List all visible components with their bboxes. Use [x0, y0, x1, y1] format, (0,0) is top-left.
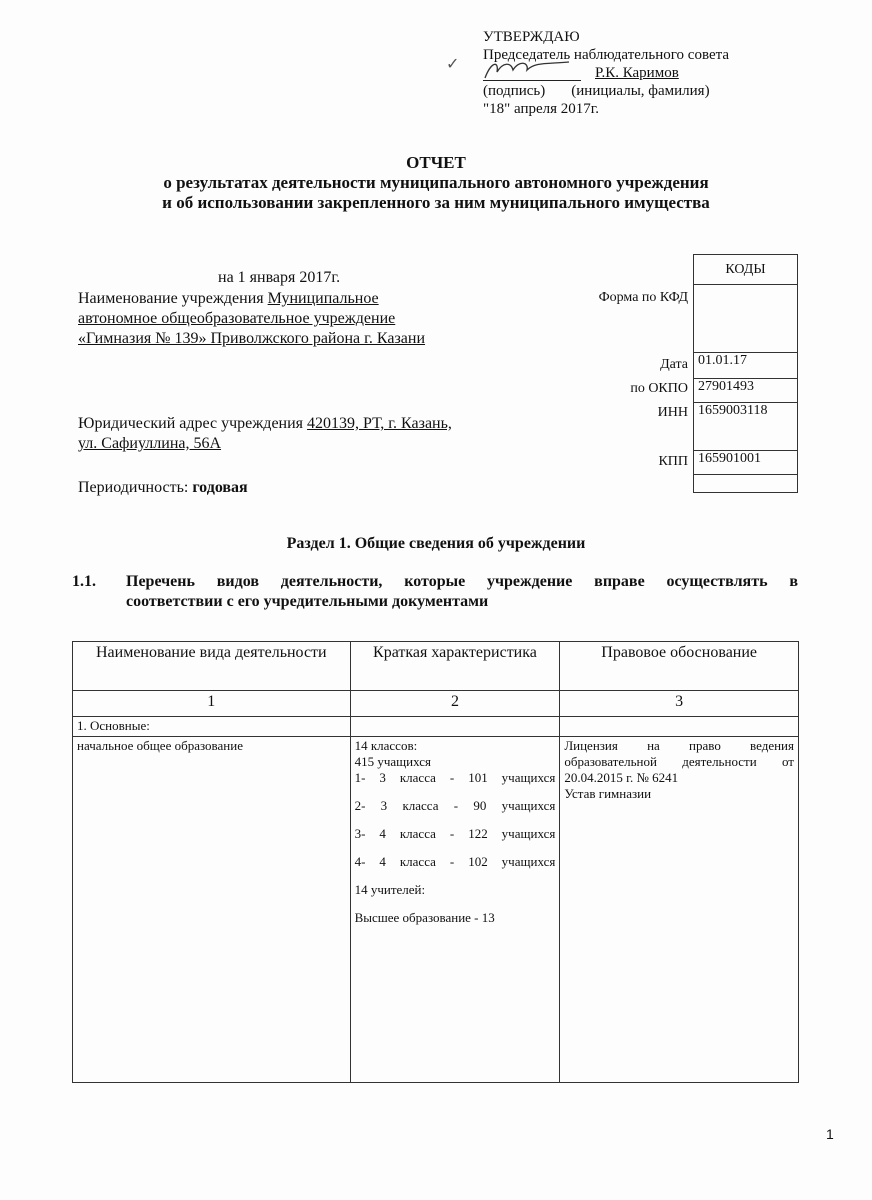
col-number: 1 — [73, 691, 351, 717]
code-label-kpp: КПП — [658, 454, 688, 469]
code-kfd — [694, 285, 798, 353]
col-header-activity: Наименование вида деятельности — [73, 642, 351, 691]
activity-details: 14 классов: 415 учащихся 1- 3 класса - 101 учащихся 2- 3 класса - 90 учащихся 3- 4 класса - 122 учащихся 4- 4 класса - 102 учащихся 14 учителей: Высшее образование - 13 — [350, 737, 560, 1083]
code-okpo: 27901493 — [694, 379, 798, 403]
section-heading: Раздел 1. Общие сведения об учреждении — [286, 535, 586, 552]
codes-table — [693, 254, 798, 493]
periodicity: Периодичность: годовая — [78, 479, 248, 496]
code-inn: 1659003118 — [694, 403, 798, 451]
code-label-okpo: по ОКПО — [630, 381, 688, 396]
signature-image — [477, 58, 575, 80]
group-label: 1. Основные: — [73, 717, 351, 737]
approver-position: Председатель наблюдательного совета — [483, 47, 729, 63]
col-header-legal: Правовое обоснование — [560, 642, 799, 691]
subsection-title-line2: соответствии с его учредительными документами — [126, 593, 489, 610]
report-title: ОТЧЕТ о результатах деятельности муниципального автономного учреждения и об использовании закрепленного за ним муниципального имущества — [162, 153, 710, 212]
legal-address: Юридический адрес учреждения 420139, РТ, г. Казань, ул. Сафиуллина, 56А — [78, 415, 452, 452]
table-row — [73, 737, 799, 1083]
col-number: 2 — [350, 691, 560, 717]
report-date: на 1 января 2017г. — [218, 269, 341, 286]
col-header-description: Краткая характеристика — [350, 642, 560, 691]
institution-name: Наименование учреждения Муниципальное автономное общеобразовательное учреждение «Гимназия № 139» Приволжского района г. Казани — [78, 290, 426, 347]
signature-line — [483, 64, 581, 81]
signature-caption: (подпись) — [483, 83, 546, 99]
approver-name: Р.К. Каримов — [595, 65, 679, 81]
subsection-title-line1: Перечень видов деятельности, которые учреждение вправе осуществлять в — [126, 573, 798, 590]
codes-header: КОДЫ — [694, 255, 798, 285]
code-kpp: 165901001 — [694, 451, 798, 475]
code-date: 01.01.17 — [694, 353, 798, 379]
approval-block — [483, 28, 729, 118]
approval-heading: УТВЕРЖДАЮ — [483, 29, 580, 45]
activities-table — [72, 641, 799, 1083]
col-number: 3 — [560, 691, 799, 717]
checkmark-icon: ✓ — [446, 56, 460, 73]
code-label-kfd: Форма по КФД — [598, 290, 688, 305]
subsection-number: 1.1. — [72, 573, 96, 590]
activity-name: начальное общее образование — [73, 737, 351, 1083]
page-number: 1 — [826, 1126, 834, 1142]
code-label-inn: ИНН — [657, 405, 688, 420]
code-blank — [694, 475, 798, 493]
name-caption: (инициалы, фамилия) — [571, 83, 710, 99]
legal-basis: Лицензия на право ведения образовательной деятельности от 20.04.2015 г. № 6241 Устав гимназии — [560, 737, 799, 1083]
approval-date: "18" апреля 2017г. — [483, 101, 599, 117]
code-label-date: Дата — [660, 357, 688, 372]
